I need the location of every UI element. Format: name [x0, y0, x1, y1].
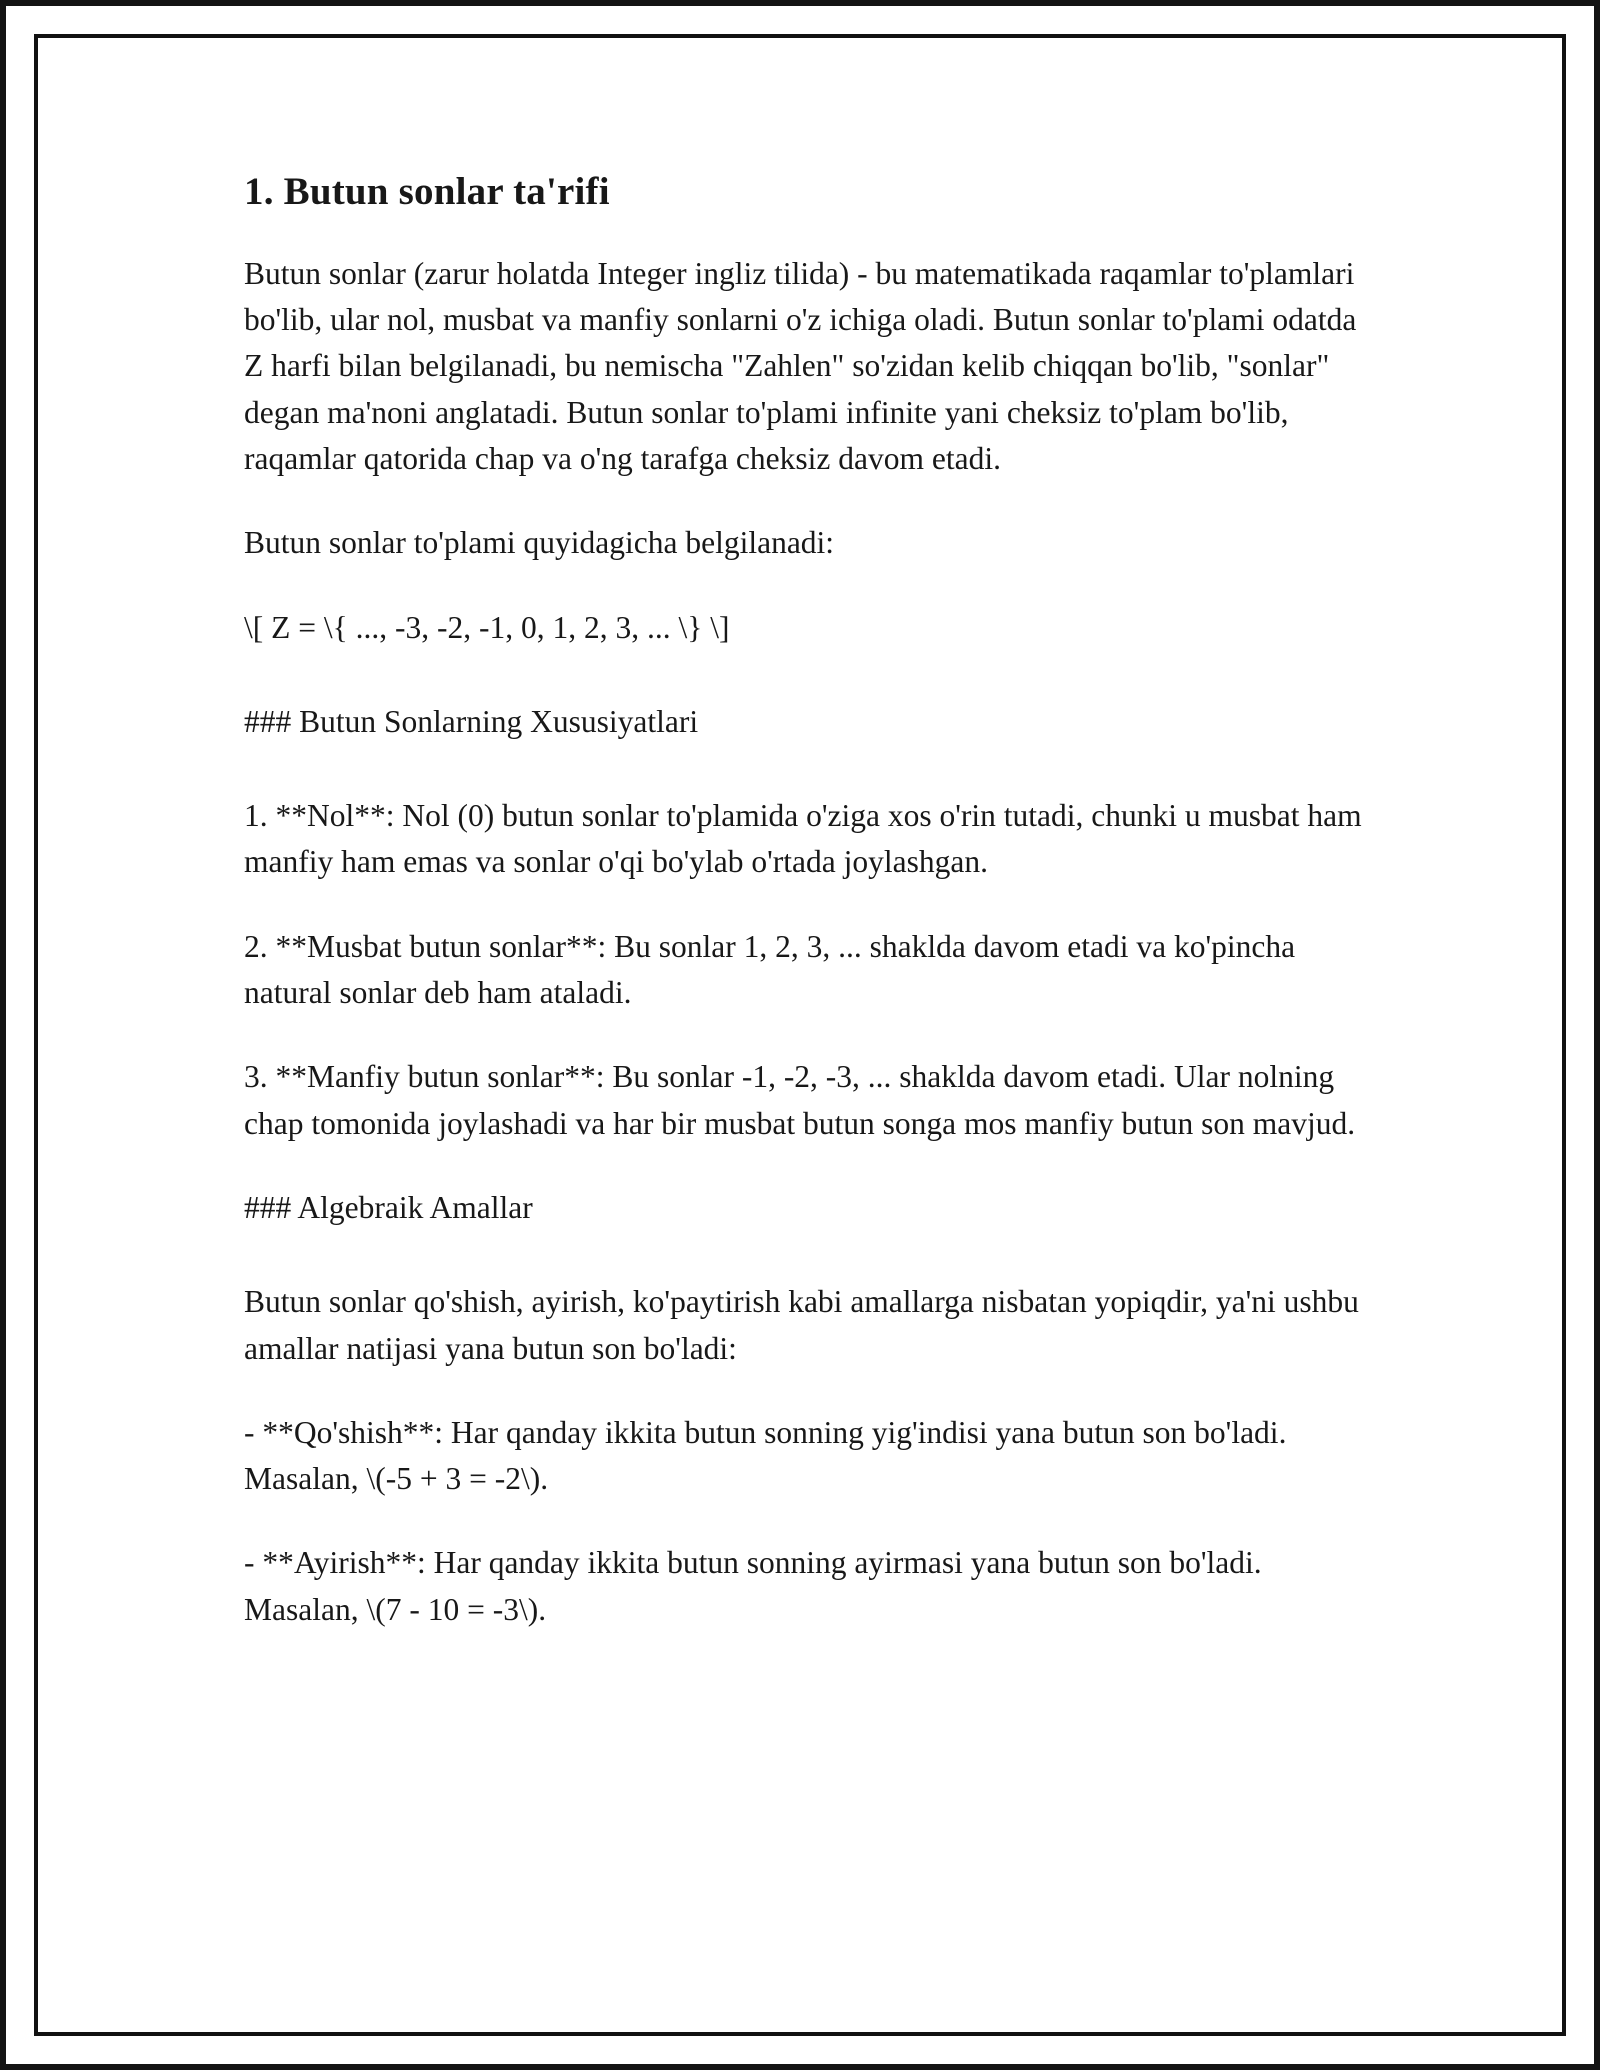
- page-title: 1. Butun sonlar ta'rifi: [244, 170, 610, 213]
- set-notation-math: \[ Z = \{ ..., -3, -2, -1, 0, 1, 2, 3, ... \} \]: [244, 609, 730, 645]
- properties-heading: ### Butun Sonlarning Xususiyatlari: [244, 703, 699, 739]
- set-notation-lead: Butun sonlar to'plami quyidagicha belgilanadi:: [244, 525, 835, 561]
- operations-intro: Butun sonlar qo'shish, ayirish, ko'paytirish kabi amallarga nisbatan yopiqdir, ya'ni ushbu amallar natijasi yana butun son bo'ladi:: [244, 1284, 1367, 1366]
- property-item-1: 1. **Nol**: Nol (0) butun sonlar to'plamida o'ziga xos o'rin tutadi, chunki u musbat ham manfiy ham emas va sonlar o'qi bo'ylab o'rtada joylashgan.: [244, 798, 1370, 880]
- property-item-2: 2. **Musbat butun sonlar**: Bu sonlar 1, 2, 3, ... shaklda davom etadi va ko'pincha natural sonlar deb ham ataladi.: [244, 928, 1304, 1011]
- property-item-3: 3. **Manfiy butun sonlar**: Bu sonlar -1, -2, -3, ... shaklda davom etadi. Ular nolning chap tomonida joylashadi va har bir musbat butun songa mos manfiy butun son mavjud.: [244, 1059, 1356, 1141]
- document-body: [244, 168, 1379, 1671]
- operation-addition: - **Qo'shish**: Har qanday ikkita butun sonning yig'indisi yana butun son bo'ladi. Masalan, \(-5 + 3 = -2\).: [244, 1414, 1295, 1497]
- intro-paragraph: Butun sonlar (zarur holatda Integer ingliz tilida) - bu matematikada raqamlar to'plamlari bo'lib, ular nol, musbat va manfiy sonlarni o'z ichiga oladi. Butun sonlar to'plami odatda Z harfi bilan belgilanadi, bu nemischa "Zahlen" so'zidan kelib chiqqan bo'lib, "sonlar" degan ma'noni anglatadi. Butun sonlar to'plami infinite yani cheksiz to'plam bo'lib, raqamlar qatorida chap va o'ng tarafga cheksiz davom etadi.: [244, 255, 1365, 476]
- operation-subtraction: - **Ayirish**: Har qanday ikkita butun sonning ayirmasi yana butun son bo'ladi. Masalan, \(7 - 10 = -3\).: [244, 1545, 1270, 1627]
- operations-heading: ### Algebraik Amallar: [244, 1189, 533, 1225]
- page-border-rule: [34, 34, 1566, 2036]
- page-frame-gutter: [12, 12, 1588, 2058]
